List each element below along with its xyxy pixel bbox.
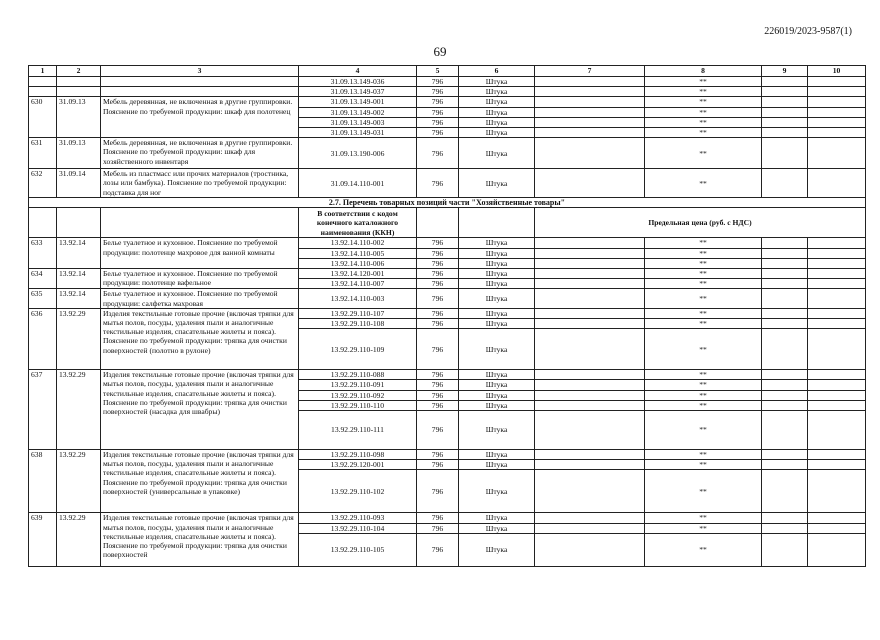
section-title-row bbox=[29, 198, 866, 208]
table-body-household bbox=[29, 238, 866, 566]
max-price-mark: ** bbox=[645, 450, 762, 460]
col9-cell bbox=[762, 289, 808, 308]
column-number: 8 bbox=[645, 66, 762, 77]
item-description: Мебель деревянная, не включенная в другие группировки. Пояснение по требуемой продукции: шкаф для хозяйственного инвентаря bbox=[101, 138, 299, 169]
col9-cell bbox=[762, 400, 808, 410]
unit-code: 796 bbox=[417, 269, 459, 279]
table-row bbox=[29, 169, 866, 198]
col9-cell bbox=[762, 269, 808, 279]
col9-cell bbox=[762, 380, 808, 390]
col9-cell bbox=[762, 523, 808, 533]
ktru-code: 13.92.29.110-088 bbox=[299, 370, 417, 380]
col10-cell bbox=[808, 138, 866, 169]
okpd-code: 31.09.14 bbox=[57, 169, 101, 198]
item-description bbox=[101, 87, 299, 97]
max-price-mark: ** bbox=[645, 370, 762, 380]
col10-cell bbox=[808, 308, 866, 318]
col10-cell bbox=[808, 269, 866, 279]
col7-cell bbox=[535, 138, 645, 169]
max-price-mark: ** bbox=[645, 460, 762, 470]
col7-cell bbox=[535, 279, 645, 289]
column-number: 7 bbox=[535, 66, 645, 77]
max-price-mark: ** bbox=[645, 138, 762, 169]
col9-cell bbox=[762, 258, 808, 268]
col9-cell bbox=[762, 450, 808, 460]
section-title: 2.7. Перечень товарных позиций части "Хозяйственные товары" bbox=[29, 198, 866, 208]
col7-cell bbox=[535, 169, 645, 198]
col7-cell bbox=[535, 400, 645, 410]
max-price-mark: ** bbox=[645, 258, 762, 268]
col9-cell bbox=[762, 248, 808, 258]
item-description: Мебель из пластмасс или прочих материалов (тростника, лозы или бамбука). Пояснение по требуемой продукции: подставка для ног bbox=[101, 169, 299, 198]
ktru-code: 13.92.29.120-001 bbox=[299, 460, 417, 470]
col7-cell bbox=[535, 319, 645, 329]
unit-name: Штука bbox=[459, 258, 535, 268]
column-number: 5 bbox=[417, 66, 459, 77]
unit-name: Штука bbox=[459, 107, 535, 117]
column-number: 6 bbox=[459, 66, 535, 77]
max-price-mark: ** bbox=[645, 117, 762, 127]
col10-cell bbox=[808, 87, 866, 97]
unit-code: 796 bbox=[417, 258, 459, 268]
col7-cell bbox=[535, 289, 645, 308]
col7-cell bbox=[535, 380, 645, 390]
unit-name: Штука bbox=[459, 289, 535, 308]
col9-cell bbox=[762, 97, 808, 107]
okpd-code: 13.92.14 bbox=[57, 289, 101, 308]
col9-cell bbox=[762, 513, 808, 523]
ktru-code: 13.92.14.110-003 bbox=[299, 289, 417, 308]
ktru-code: 13.92.14.120-001 bbox=[299, 269, 417, 279]
section-header bbox=[29, 198, 866, 238]
unit-code: 796 bbox=[417, 169, 459, 198]
column-number: 9 bbox=[762, 66, 808, 77]
okpd-code: 13.92.29 bbox=[57, 370, 101, 450]
table-row bbox=[29, 289, 866, 308]
table-row bbox=[29, 308, 866, 318]
col10-cell bbox=[808, 460, 866, 470]
max-price-mark: ** bbox=[645, 87, 762, 97]
unit-code: 796 bbox=[417, 97, 459, 107]
max-price-mark: ** bbox=[645, 107, 762, 117]
ktru-code: 13.92.14.110-005 bbox=[299, 248, 417, 258]
unit-name: Штука bbox=[459, 329, 535, 370]
table-row bbox=[29, 370, 866, 380]
col10-cell bbox=[808, 450, 866, 460]
col10-cell bbox=[808, 319, 866, 329]
col10-cell bbox=[808, 370, 866, 380]
unit-name: Штука bbox=[459, 370, 535, 380]
col10-cell bbox=[808, 400, 866, 410]
col9-cell bbox=[762, 238, 808, 248]
okpd-code: 13.92.14 bbox=[57, 269, 101, 289]
col7-cell bbox=[535, 248, 645, 258]
table-row bbox=[29, 138, 866, 169]
section-subheader-row bbox=[29, 208, 866, 238]
unit-code: 796 bbox=[417, 289, 459, 308]
ktru-code: 31.09.13.149-036 bbox=[299, 77, 417, 87]
ktru-code: 13.92.29.110-092 bbox=[299, 390, 417, 400]
max-price-mark: ** bbox=[645, 513, 762, 523]
unit-name: Штука bbox=[459, 269, 535, 279]
max-price-mark: ** bbox=[645, 77, 762, 87]
col7-cell bbox=[535, 390, 645, 400]
max-price-mark: ** bbox=[645, 97, 762, 107]
col7-cell bbox=[535, 87, 645, 97]
item-number: 637 bbox=[29, 370, 57, 450]
table-row bbox=[29, 97, 866, 107]
item-number: 638 bbox=[29, 450, 57, 513]
item-number: 639 bbox=[29, 513, 57, 566]
unit-code: 796 bbox=[417, 513, 459, 523]
item-description: Изделия текстильные готовые прочие (включая тряпки для мытья полов, посуды, удаления пыли и аналогичные текстильные изделия, спасательные жилеты и пояса). Пояснение по требуемой продукции: тряпка для очистки поверхностей bbox=[101, 513, 299, 566]
col9-cell bbox=[762, 279, 808, 289]
item-number: 631 bbox=[29, 138, 57, 169]
ktru-code: 13.92.14.110-007 bbox=[299, 279, 417, 289]
unit-code: 796 bbox=[417, 411, 459, 450]
max-price-mark: ** bbox=[645, 380, 762, 390]
col10-cell bbox=[808, 128, 866, 138]
item-description: Изделия текстильные готовые прочие (включая тряпки для мытья полов, посуды, удаления пыли и аналогичные текстильные изделия, спасательные жилеты и пояса). Пояснение по требуемой продукции: тряпка для очистки поверхностей (насадка для швабры) bbox=[101, 370, 299, 450]
okpd-code: 13.92.29 bbox=[57, 450, 101, 513]
col10-cell bbox=[808, 279, 866, 289]
unit-name: Штука bbox=[459, 470, 535, 513]
max-price-mark: ** bbox=[645, 533, 762, 566]
col10-cell bbox=[808, 513, 866, 523]
unit-code: 796 bbox=[417, 400, 459, 410]
unit-name: Штука bbox=[459, 400, 535, 410]
col7-cell bbox=[535, 117, 645, 127]
max-price-mark: ** bbox=[645, 523, 762, 533]
col9-cell bbox=[762, 87, 808, 97]
okpd-code bbox=[57, 77, 101, 87]
unit-code: 796 bbox=[417, 470, 459, 513]
max-price-mark: ** bbox=[645, 470, 762, 513]
unit-name: Штука bbox=[459, 248, 535, 258]
page-number: 69 bbox=[433, 44, 447, 59]
okpd-code: 13.92.14 bbox=[57, 238, 101, 269]
col9-cell bbox=[762, 128, 808, 138]
item-description bbox=[101, 77, 299, 87]
max-price-mark: ** bbox=[645, 390, 762, 400]
col9-cell bbox=[762, 470, 808, 513]
column-number: 1 bbox=[29, 66, 57, 77]
document-number: 226019/2023-9587(1) bbox=[764, 26, 852, 37]
unit-code: 796 bbox=[417, 117, 459, 127]
ktru-code: 13.92.29.110-104 bbox=[299, 523, 417, 533]
col7-cell bbox=[535, 269, 645, 279]
col10-cell bbox=[808, 329, 866, 370]
unit-name: Штука bbox=[459, 460, 535, 470]
header-price: Предельная цена (руб. с НДС) bbox=[535, 208, 866, 238]
col10-cell bbox=[808, 380, 866, 390]
col9-cell bbox=[762, 329, 808, 370]
unit-name: Штука bbox=[459, 77, 535, 87]
unit-name: Штука bbox=[459, 117, 535, 127]
unit-code: 796 bbox=[417, 533, 459, 566]
unit-code: 796 bbox=[417, 87, 459, 97]
unit-code: 796 bbox=[417, 107, 459, 117]
ktru-code: 31.09.13.149-002 bbox=[299, 107, 417, 117]
ktru-code: 31.09.13.149-003 bbox=[299, 117, 417, 127]
ktru-code: 13.92.29.110-107 bbox=[299, 308, 417, 318]
item-number: 634 bbox=[29, 269, 57, 289]
unit-code: 796 bbox=[417, 380, 459, 390]
item-number: 636 bbox=[29, 308, 57, 369]
unit-code: 796 bbox=[417, 248, 459, 258]
col9-cell bbox=[762, 411, 808, 450]
max-price-mark: ** bbox=[645, 248, 762, 258]
max-price-mark: ** bbox=[645, 279, 762, 289]
ktru-code: 13.92.29.110-098 bbox=[299, 450, 417, 460]
max-price-mark: ** bbox=[645, 319, 762, 329]
unit-code: 796 bbox=[417, 279, 459, 289]
col9-cell bbox=[762, 370, 808, 380]
item-number: 633 bbox=[29, 238, 57, 269]
column-number: 2 bbox=[57, 66, 101, 77]
col7-cell bbox=[535, 450, 645, 460]
item-description: Белье туалетное и кухонное. Пояснение по требуемой продукции: полотенце вафельное bbox=[101, 269, 299, 289]
item-number: 630 bbox=[29, 97, 57, 138]
col7-cell bbox=[535, 258, 645, 268]
unit-code: 796 bbox=[417, 329, 459, 370]
unit-name: Штука bbox=[459, 128, 535, 138]
col7-cell bbox=[535, 460, 645, 470]
col9-cell bbox=[762, 117, 808, 127]
table-row bbox=[29, 513, 866, 523]
col10-cell bbox=[808, 248, 866, 258]
item-description: Изделия текстильные готовые прочие (включая тряпки для мытья полов, посуды, удаления пыли и аналогичные текстильные изделия, спасательные жилеты и пояса). Пояснение по требуемой продукции: тряпка для очистки поверхностей (универсальные в упаковке) bbox=[101, 450, 299, 513]
col7-cell bbox=[535, 308, 645, 318]
col7-cell bbox=[535, 523, 645, 533]
item-number: 632 bbox=[29, 169, 57, 198]
ktru-code: 31.09.13.149-001 bbox=[299, 97, 417, 107]
unit-code: 796 bbox=[417, 370, 459, 380]
unit-name: Штука bbox=[459, 169, 535, 198]
item-description: Белье туалетное и кухонное. Пояснение по требуемой продукции: салфетка махровая bbox=[101, 289, 299, 308]
table-row bbox=[29, 269, 866, 279]
col7-cell bbox=[535, 533, 645, 566]
max-price-mark: ** bbox=[645, 238, 762, 248]
col7-cell bbox=[535, 329, 645, 370]
col7-cell bbox=[535, 470, 645, 513]
ktru-code: 13.92.29.110-109 bbox=[299, 329, 417, 370]
max-price-mark: ** bbox=[645, 308, 762, 318]
ktru-code: 31.09.13.190-006 bbox=[299, 138, 417, 169]
unit-name: Штука bbox=[459, 138, 535, 169]
ktru-code: 13.92.14.110-002 bbox=[299, 238, 417, 248]
ktru-code: 13.92.29.110-093 bbox=[299, 513, 417, 523]
col9-cell bbox=[762, 169, 808, 198]
unit-name: Штука bbox=[459, 533, 535, 566]
unit-code: 796 bbox=[417, 390, 459, 400]
unit-name: Штука bbox=[459, 523, 535, 533]
unit-name: Штука bbox=[459, 513, 535, 523]
col7-cell bbox=[535, 107, 645, 117]
unit-name: Штука bbox=[459, 390, 535, 400]
ktru-code: 31.09.13.149-031 bbox=[299, 128, 417, 138]
col9-cell bbox=[762, 308, 808, 318]
okpd-code: 31.09.13 bbox=[57, 97, 101, 138]
unit-code: 796 bbox=[417, 138, 459, 169]
col9-cell bbox=[762, 107, 808, 117]
col7-cell bbox=[535, 238, 645, 248]
goods-table bbox=[28, 65, 866, 567]
unit-name: Штука bbox=[459, 238, 535, 248]
col10-cell bbox=[808, 117, 866, 127]
max-price-mark: ** bbox=[645, 411, 762, 450]
ktru-code: 13.92.14.110-006 bbox=[299, 258, 417, 268]
col7-cell bbox=[535, 128, 645, 138]
ktru-code: 13.92.29.110-105 bbox=[299, 533, 417, 566]
col10-cell bbox=[808, 533, 866, 566]
ktru-code: 31.09.13.149-037 bbox=[299, 87, 417, 97]
column-number: 4 bbox=[299, 66, 417, 77]
col10-cell bbox=[808, 411, 866, 450]
max-price-mark: ** bbox=[645, 329, 762, 370]
unit-name: Штука bbox=[459, 411, 535, 450]
okpd-code: 13.92.29 bbox=[57, 308, 101, 369]
col10-cell bbox=[808, 289, 866, 308]
col9-cell bbox=[762, 460, 808, 470]
table-row bbox=[29, 87, 866, 97]
item-description: Изделия текстильные готовые прочие (включая тряпки для мытья полов, посуды, удаления пыли и аналогичные текстильные изделия, спасательные жилеты и пояса). Пояснение по требуемой продукции: тряпка для очистки поверхностей (полотно в рулоне) bbox=[101, 308, 299, 369]
col10-cell bbox=[808, 77, 866, 87]
table-row bbox=[29, 238, 866, 248]
max-price-mark: ** bbox=[645, 128, 762, 138]
item-number bbox=[29, 87, 57, 97]
col10-cell bbox=[808, 390, 866, 400]
col7-cell bbox=[535, 513, 645, 523]
max-price-mark: ** bbox=[645, 269, 762, 279]
col7-cell bbox=[535, 97, 645, 107]
col9-cell bbox=[762, 319, 808, 329]
column-number: 10 bbox=[808, 66, 866, 77]
col10-cell bbox=[808, 97, 866, 107]
table-row bbox=[29, 77, 866, 87]
col10-cell bbox=[808, 169, 866, 198]
unit-name: Штука bbox=[459, 279, 535, 289]
ktru-code: 31.09.14.110-001 bbox=[299, 169, 417, 198]
col9-cell bbox=[762, 77, 808, 87]
item-description: Мебель деревянная, не включенная в другие группировки. Пояснение по требуемой продукции: шкаф для полотенец bbox=[101, 97, 299, 138]
unit-code: 796 bbox=[417, 319, 459, 329]
okpd-code bbox=[57, 87, 101, 97]
unit-name: Штука bbox=[459, 319, 535, 329]
item-description: Белье туалетное и кухонное. Пояснение по требуемой продукции: полотенце махровое для ванной комнаты bbox=[101, 238, 299, 269]
col9-cell bbox=[762, 533, 808, 566]
unit-name: Штука bbox=[459, 87, 535, 97]
item-number: 635 bbox=[29, 289, 57, 308]
unit-code: 796 bbox=[417, 238, 459, 248]
col7-cell bbox=[535, 411, 645, 450]
col10-cell bbox=[808, 258, 866, 268]
max-price-mark: ** bbox=[645, 289, 762, 308]
unit-code: 796 bbox=[417, 460, 459, 470]
col10-cell bbox=[808, 238, 866, 248]
ktru-code: 13.92.29.110-091 bbox=[299, 380, 417, 390]
item-number bbox=[29, 77, 57, 87]
ktru-code: 13.92.29.110-111 bbox=[299, 411, 417, 450]
col10-cell bbox=[808, 523, 866, 533]
ktru-code: 13.92.29.110-110 bbox=[299, 400, 417, 410]
ktru-code: 13.92.29.110-102 bbox=[299, 470, 417, 513]
max-price-mark: ** bbox=[645, 400, 762, 410]
unit-code: 796 bbox=[417, 308, 459, 318]
col9-cell bbox=[762, 390, 808, 400]
column-number-header bbox=[29, 66, 866, 77]
unit-code: 796 bbox=[417, 77, 459, 87]
okpd-code: 31.09.13 bbox=[57, 138, 101, 169]
unit-code: 796 bbox=[417, 523, 459, 533]
col9-cell bbox=[762, 138, 808, 169]
unit-name: Штука bbox=[459, 450, 535, 460]
unit-code: 796 bbox=[417, 450, 459, 460]
col7-cell bbox=[535, 370, 645, 380]
okpd-code: 13.92.29 bbox=[57, 513, 101, 566]
unit-code: 796 bbox=[417, 128, 459, 138]
ktru-code: 13.92.29.110-108 bbox=[299, 319, 417, 329]
max-price-mark: ** bbox=[645, 169, 762, 198]
col7-cell bbox=[535, 77, 645, 87]
col10-cell bbox=[808, 107, 866, 117]
header-ktru: В соответствии с кодом конечного каталожного наименования (ККН) bbox=[299, 208, 417, 238]
unit-name: Штука bbox=[459, 97, 535, 107]
table-row bbox=[29, 450, 866, 460]
unit-name: Штука bbox=[459, 380, 535, 390]
column-number: 3 bbox=[101, 66, 299, 77]
table-body-furniture bbox=[29, 77, 866, 198]
col10-cell bbox=[808, 470, 866, 513]
unit-name: Штука bbox=[459, 308, 535, 318]
